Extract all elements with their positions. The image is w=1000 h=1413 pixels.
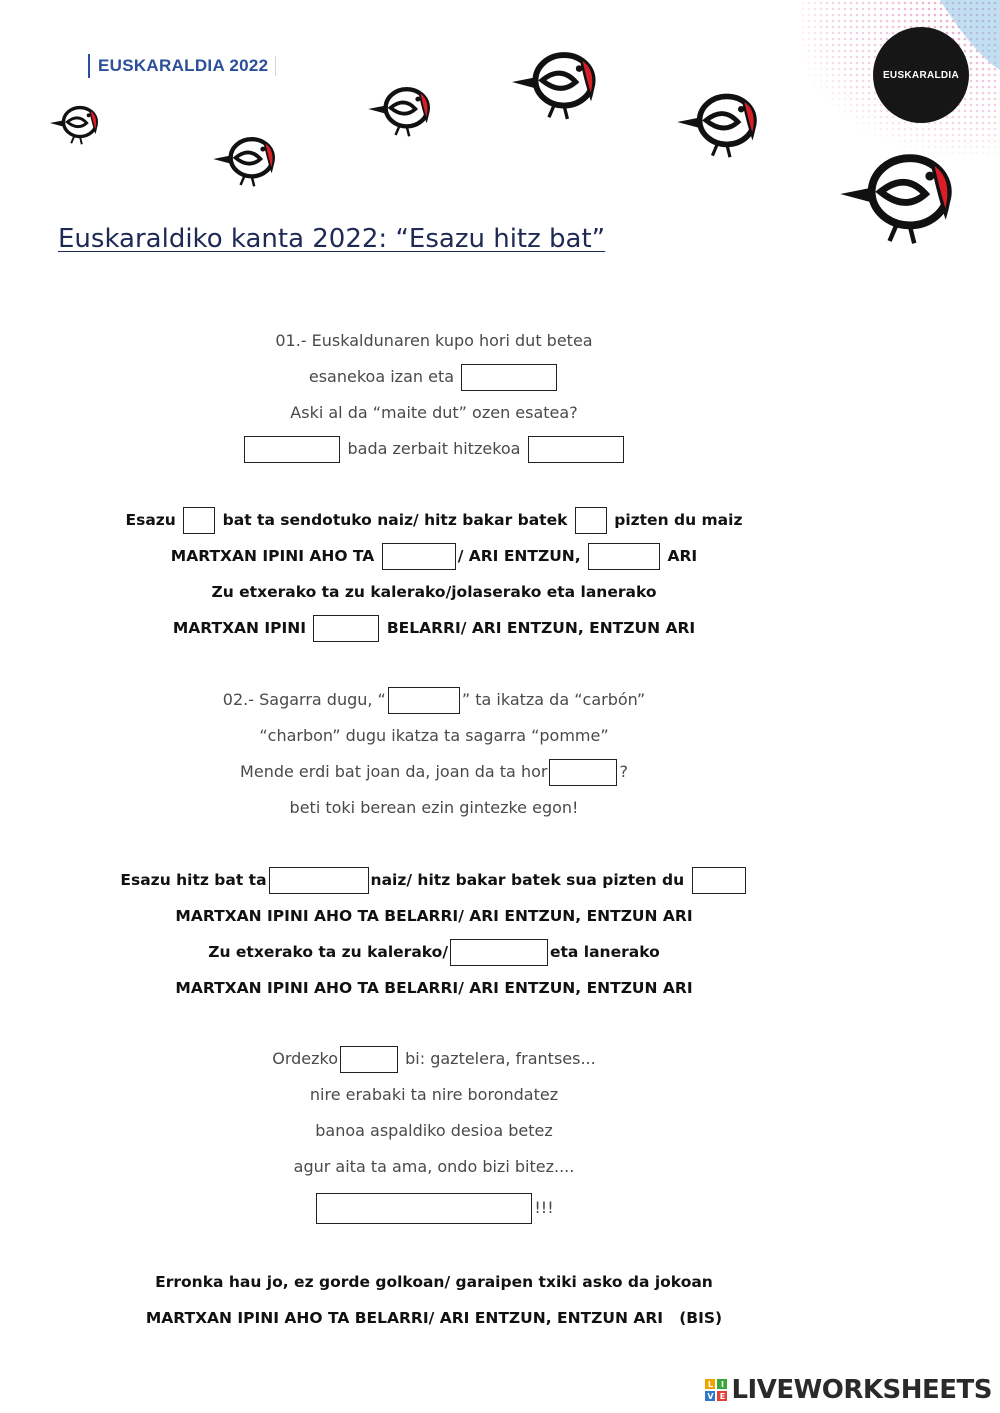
answer-input[interactable]: [340, 1046, 398, 1073]
answer-input[interactable]: [382, 543, 456, 570]
answer-input[interactable]: [450, 939, 548, 966]
lyric-line: agur aita ta ama, ondo bizi bitez....: [293, 1157, 575, 1176]
lyric-line: esanekoa izan eta: [0, 363, 868, 391]
lyric-line: Ordezko bi: gaztelera, frantses...: [0, 1045, 868, 1073]
euskaraldia-logo: EUSKARALDIA: [873, 27, 969, 123]
lyric-line: 02.- Sagarra dugu, “ ” ta ikatza da “carbón”: [0, 686, 868, 714]
robin-bird-icon: [365, 78, 441, 140]
chorus-line: MARTXAN IPINI AHO TA / ARI ENTZUN, ARI: [0, 542, 868, 570]
answer-input[interactable]: [528, 436, 624, 463]
chorus-line: MARTXAN IPINI AHO TA BELARRI/ ARI ENTZUN, ENTZUN ARI: [175, 979, 693, 997]
chorus-line: Esazu hitz bat ta naiz/ hitz bakar batek sua pizten du: [0, 866, 868, 894]
robin-bird-icon: [672, 82, 772, 162]
lyric-line: bada zerbait hitzekoa: [0, 435, 868, 463]
lyric-line: 01.- Euskaldunaren kupo hori dut betea: [275, 331, 593, 350]
answer-input[interactable]: [269, 867, 369, 894]
liveworksheets-logo: L I V E LIVEWORKSHEETS: [707, 1375, 992, 1405]
answer-input[interactable]: [313, 615, 379, 642]
answer-input[interactable]: [692, 867, 746, 894]
lyric-line: nire erabaki ta nire borondatez: [309, 1085, 559, 1104]
page-title: Euskaraldiko kanta 2022: “Esazu hitz bat”: [58, 224, 606, 254]
lyric-line: beti toki berean ezin gintezke egon!: [289, 798, 579, 817]
lyric-line: !!!: [0, 1193, 868, 1221]
brand-label: EUSKARALDIA 2022: [88, 54, 268, 78]
robin-bird-icon: [832, 138, 974, 250]
answer-input[interactable]: [588, 543, 660, 570]
lyric-line: “charbon” dugu ikatza ta sagarra “pomme”: [259, 726, 609, 745]
live-tiles-icon: L I V E: [705, 1379, 727, 1401]
chorus-line: MARTXAN IPINI AHO TA BELARRI/ ARI ENTZUN, ENTZUN ARI (BIS): [145, 1309, 723, 1327]
answer-input[interactable]: [316, 1193, 532, 1224]
robin-bird-icon: [210, 128, 286, 190]
robin-bird-icon: [48, 98, 106, 148]
chorus-line: MARTXAN IPINI BELARRI/ ARI ENTZUN, ENTZUN ARI: [0, 614, 868, 642]
answer-input[interactable]: [575, 507, 607, 534]
answer-input[interactable]: [388, 687, 460, 714]
robin-bird-icon: [506, 40, 612, 124]
chorus-line: Esazu bat ta sendotuko naiz/ hitz bakar batek pizten du maiz: [0, 506, 868, 534]
lyric-line: Mende erdi bat joan da, joan da ta hor ?: [0, 758, 868, 786]
lyric-line: banoa aspaldiko desioa betez: [315, 1121, 553, 1140]
answer-input[interactable]: [244, 436, 340, 463]
answer-input[interactable]: [461, 364, 557, 391]
answer-input[interactable]: [183, 507, 215, 534]
chorus-line: MARTXAN IPINI AHO TA BELARRI/ ARI ENTZUN, ENTZUN ARI: [175, 907, 693, 925]
chorus-line: Erronka hau jo, ez gorde golkoan/ garaipen txiki asko da jokoan: [155, 1273, 713, 1291]
chorus-line: Zu etxerako ta zu kalerako/ eta lanerako: [0, 938, 868, 966]
chorus-line: Zu etxerako ta zu kalerako/jolaserako eta lanerako: [211, 583, 657, 601]
answer-input[interactable]: [549, 759, 617, 786]
lyric-line: Aski al da “maite dut” ozen esatea?: [290, 403, 578, 422]
